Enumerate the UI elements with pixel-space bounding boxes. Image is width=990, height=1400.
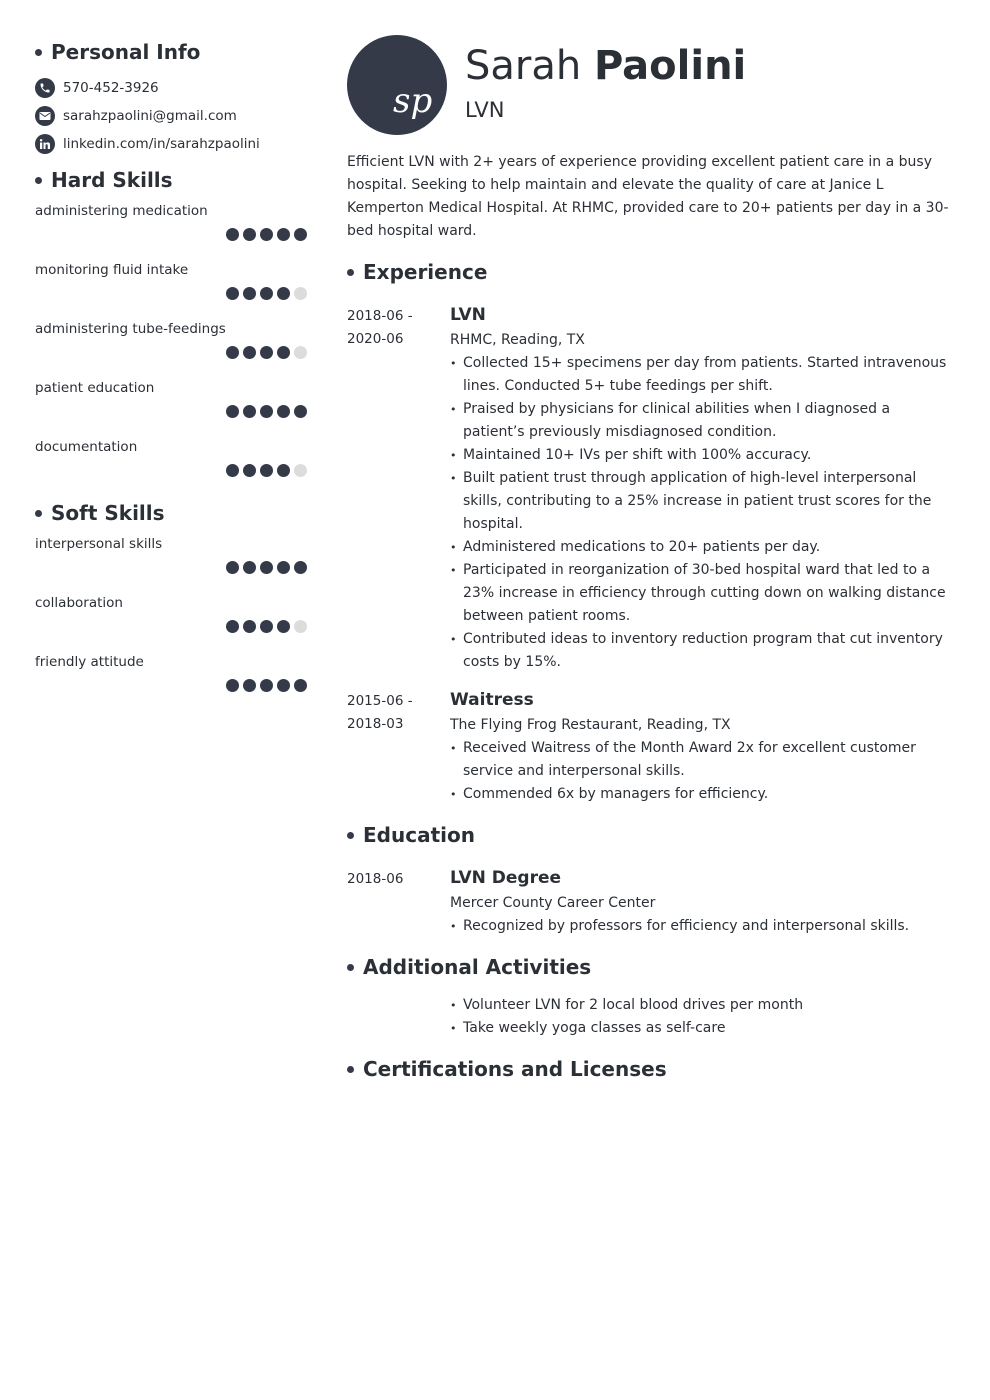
skill-rating bbox=[222, 561, 307, 574]
email-address[interactable]: sarahzpaolini@gmail.com bbox=[63, 108, 237, 124]
rating-dot-icon bbox=[243, 346, 256, 359]
activities-section bbox=[347, 950, 953, 1040]
rating-dot-icon bbox=[243, 679, 256, 692]
rating-dot-icon bbox=[294, 561, 307, 574]
rating-dot-icon bbox=[294, 620, 307, 633]
rating-dot-icon bbox=[277, 464, 290, 477]
activity-item: • Take weekly yoga classes as self-care bbox=[450, 1017, 953, 1040]
rating-dot-icon bbox=[260, 228, 273, 241]
degree: LVN Degree bbox=[450, 868, 562, 888]
entry-body bbox=[450, 686, 953, 806]
rating-dot-icon bbox=[294, 679, 307, 692]
skill-item bbox=[35, 196, 307, 255]
skill-rating bbox=[222, 620, 307, 633]
envelope-icon bbox=[35, 106, 55, 126]
entry-date bbox=[347, 305, 437, 351]
rating-dot-icon bbox=[226, 561, 239, 574]
skill-rating bbox=[222, 679, 307, 692]
rating-dot-icon bbox=[226, 287, 239, 300]
education-entry bbox=[347, 864, 953, 938]
rating-dot-icon bbox=[294, 464, 307, 477]
experience-list bbox=[347, 301, 953, 806]
rating-dot-icon bbox=[226, 405, 239, 418]
date-end: 2018-03 bbox=[347, 716, 404, 732]
rating-dot-icon bbox=[243, 405, 256, 418]
hard-skills-heading: Hard Skills bbox=[35, 164, 307, 196]
job-role: LVN bbox=[450, 305, 486, 325]
rating-dot-icon bbox=[294, 346, 307, 359]
rating-dot-icon bbox=[226, 228, 239, 241]
skill-name: interpersonal skills bbox=[35, 536, 163, 552]
rating-dot-icon bbox=[260, 346, 273, 359]
bullet-dot-icon bbox=[347, 964, 354, 971]
achievement-item: • Commended 6x by managers for efficiency. bbox=[450, 783, 953, 806]
certifications-heading: Certifications and Licenses bbox=[347, 1052, 953, 1086]
skill-rating bbox=[222, 405, 307, 418]
bullet-dot-icon bbox=[35, 177, 42, 184]
achievement-item: • Participated in reorganization of 30-bed hospital ward that led to a 23% increase in efficiency through cutting down on walking distance between patient rooms. bbox=[450, 559, 953, 628]
job-role: Waitress bbox=[450, 690, 534, 710]
rating-dot-icon bbox=[277, 287, 290, 300]
full-name bbox=[465, 39, 746, 93]
date-end: 2020-06 bbox=[347, 331, 404, 347]
skill-item bbox=[35, 314, 307, 373]
skill-name: monitoring fluid intake bbox=[35, 262, 189, 278]
activity-item: • Volunteer LVN for 2 local blood drives per month bbox=[450, 994, 953, 1017]
activities-list bbox=[450, 994, 953, 1040]
experience-heading: Experience bbox=[347, 255, 953, 289]
employer: RHMC, Reading, TX bbox=[450, 332, 585, 348]
rating-dot-icon bbox=[243, 620, 256, 633]
skill-name: collaboration bbox=[35, 595, 123, 611]
rating-dot-icon bbox=[226, 346, 239, 359]
experience-section bbox=[347, 255, 953, 806]
date-start: 2015-06 - bbox=[347, 693, 413, 709]
soft-skills-list bbox=[35, 529, 307, 706]
contact-phone bbox=[35, 74, 307, 102]
skill-item bbox=[35, 529, 307, 588]
rating-dot-icon bbox=[277, 405, 290, 418]
achievement-item: • Maintained 10+ IVs per shift with 100% accuracy. bbox=[450, 444, 953, 467]
hard-skills-section bbox=[35, 164, 307, 491]
skill-name: patient education bbox=[35, 380, 155, 396]
education-bullet: • Recognized by professors for efficiency and interpersonal skills. bbox=[450, 915, 953, 938]
rating-dot-icon bbox=[260, 620, 273, 633]
certifications-section bbox=[347, 1052, 953, 1086]
entry-body bbox=[450, 301, 953, 674]
rating-dot-icon bbox=[277, 346, 290, 359]
resume-header bbox=[347, 35, 953, 151]
phone-number[interactable]: 570-452-3926 bbox=[63, 80, 159, 96]
first-name: Sarah bbox=[465, 43, 582, 89]
contact-linkedin bbox=[35, 130, 307, 158]
bullet-dot-icon bbox=[35, 510, 42, 517]
skill-item bbox=[35, 647, 307, 706]
achievement-list bbox=[450, 737, 953, 806]
skill-item bbox=[35, 432, 307, 491]
personal-info-heading: Personal Info bbox=[35, 36, 307, 68]
rating-dot-icon bbox=[277, 679, 290, 692]
rating-dot-icon bbox=[243, 228, 256, 241]
skill-name: administering tube-feedings bbox=[35, 321, 226, 337]
rating-dot-icon bbox=[277, 561, 290, 574]
phone-icon bbox=[35, 78, 55, 98]
skill-name: administering medication bbox=[35, 203, 208, 219]
rating-dot-icon bbox=[243, 464, 256, 477]
entry-date bbox=[347, 868, 437, 891]
education-bullets bbox=[450, 915, 953, 938]
rating-dot-icon bbox=[277, 228, 290, 241]
employer: The Flying Frog Restaurant, Reading, TX bbox=[450, 717, 731, 733]
rating-dot-icon bbox=[294, 228, 307, 241]
activities-heading: Additional Activities bbox=[347, 950, 953, 984]
achievement-item: • Contributed ideas to inventory reduction program that cut inventory costs by 15%. bbox=[450, 628, 953, 674]
achievement-item: • Built patient trust through application of high-level interpersonal skills, contributing to a 25% increase in patient trust scores for the hospital. bbox=[450, 467, 953, 536]
experience-entry bbox=[347, 686, 953, 806]
entry-body bbox=[450, 864, 953, 938]
rating-dot-icon bbox=[226, 679, 239, 692]
contact-email bbox=[35, 102, 307, 130]
rating-dot-icon bbox=[243, 561, 256, 574]
school: Mercer County Career Center bbox=[450, 895, 656, 911]
contact-list bbox=[35, 74, 307, 158]
sidebar bbox=[35, 36, 307, 706]
bullet-dot-icon bbox=[347, 1066, 354, 1073]
date-start: 2018-06 - bbox=[347, 308, 413, 324]
rating-dot-icon bbox=[260, 561, 273, 574]
achievement-item: • Administered medications to 20+ patients per day. bbox=[450, 536, 953, 559]
rating-dot-icon bbox=[226, 464, 239, 477]
rating-dot-icon bbox=[243, 287, 256, 300]
job-title: LVN bbox=[465, 98, 505, 122]
achievement-item: • Received Waitress of the Month Award 2x for excellent customer service and interpersonal skills. bbox=[450, 737, 953, 783]
soft-skills-heading: Soft Skills bbox=[35, 497, 307, 529]
skill-rating bbox=[222, 228, 307, 241]
bullet-dot-icon bbox=[347, 832, 354, 839]
rating-dot-icon bbox=[226, 620, 239, 633]
soft-skills-section bbox=[35, 497, 307, 706]
skill-item bbox=[35, 373, 307, 432]
skill-name: friendly attitude bbox=[35, 654, 144, 670]
profile-summary: Efficient LVN with 2+ years of experience providing excellent patient care in a busy hospital. Seeking to help maintain and elevate the quality of care at Janice L Kemperton Medical Hospital. At RHMC, provided care to 20+ patients per day in a 30-bed hospital ward. bbox=[347, 154, 949, 239]
graduation-date: 2018-06 bbox=[347, 871, 404, 887]
hard-skills-list bbox=[35, 196, 307, 491]
education-heading: Education bbox=[347, 818, 953, 852]
rating-dot-icon bbox=[260, 405, 273, 418]
main-content bbox=[347, 35, 953, 1086]
education-list bbox=[347, 864, 953, 938]
skill-name: documentation bbox=[35, 439, 138, 455]
achievement-item: • Collected 15+ specimens per day from patients. Started intravenous lines. Conducted 5+ tube feedings per shift. bbox=[450, 352, 953, 398]
rating-dot-icon bbox=[260, 679, 273, 692]
skill-item bbox=[35, 255, 307, 314]
education-section bbox=[347, 818, 953, 938]
linkedin-icon bbox=[35, 134, 55, 154]
rating-dot-icon bbox=[294, 405, 307, 418]
skill-rating bbox=[222, 346, 307, 359]
bullet-dot-icon bbox=[35, 49, 42, 56]
last-name: Paolini bbox=[593, 43, 747, 89]
rating-dot-icon bbox=[277, 620, 290, 633]
monogram-avatar: sp bbox=[347, 35, 447, 135]
skill-item bbox=[35, 588, 307, 647]
achievement-list bbox=[450, 352, 953, 674]
entry-date bbox=[347, 690, 437, 736]
rating-dot-icon bbox=[260, 464, 273, 477]
skill-rating bbox=[222, 464, 307, 477]
linkedin-url[interactable]: linkedin.com/in/sarahzpaolini bbox=[63, 136, 260, 152]
rating-dot-icon bbox=[294, 287, 307, 300]
skill-rating bbox=[222, 287, 307, 300]
experience-entry bbox=[347, 301, 953, 674]
bullet-dot-icon bbox=[347, 269, 354, 276]
rating-dot-icon bbox=[260, 287, 273, 300]
achievement-item: • Praised by physicians for clinical abilities when I diagnosed a patient’s previously misdiagnosed condition. bbox=[450, 398, 953, 444]
